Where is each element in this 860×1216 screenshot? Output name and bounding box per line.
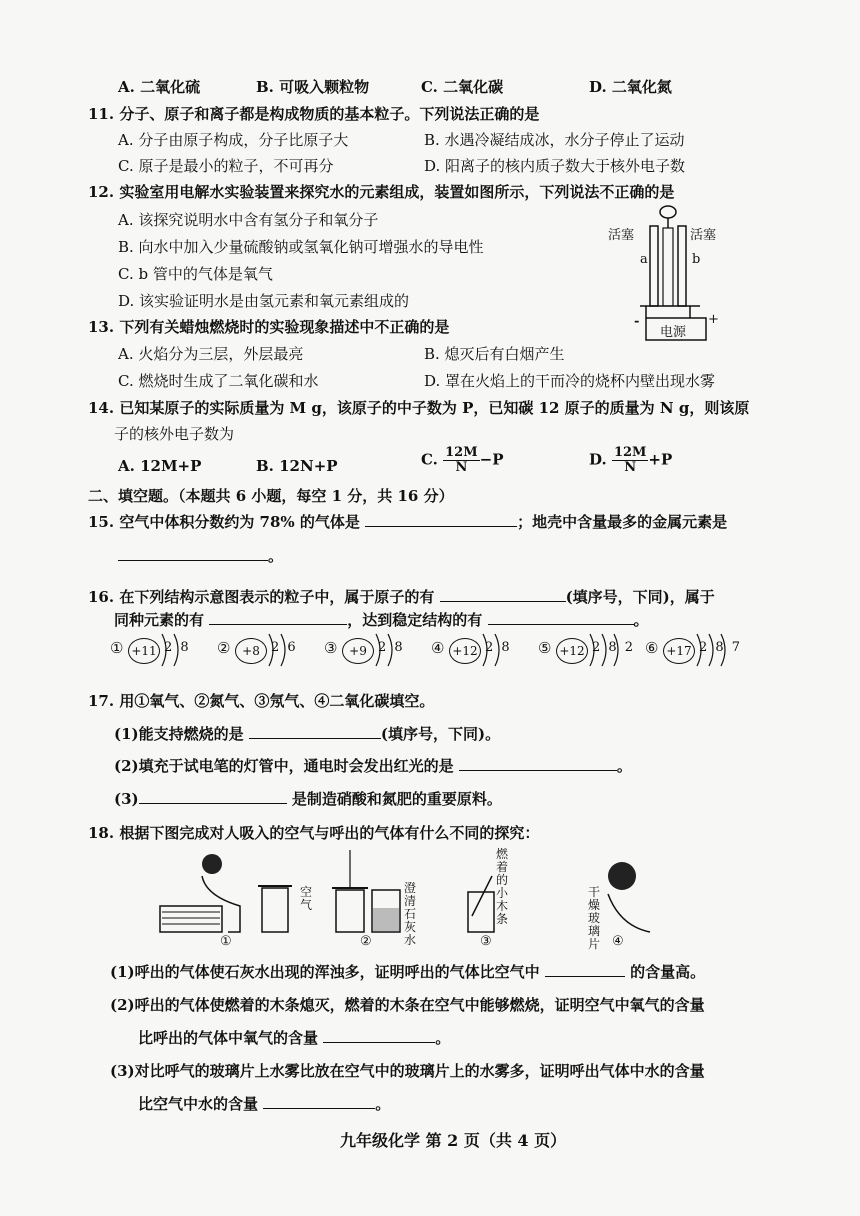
atom-structure-row xyxy=(110,630,750,674)
power-label: 电源 xyxy=(660,325,687,340)
q18-part1 xyxy=(110,961,705,982)
q12-option-c: C. b 管中的气体是氧气 xyxy=(118,265,273,283)
q15-line1 xyxy=(88,511,727,532)
q17-blank-3[interactable] xyxy=(139,789,287,804)
q18-blank-2[interactable] xyxy=(323,1028,435,1043)
q18-stem: 18. 根据下图完成对人吸入的空气与呼出的气体有什么不同的探究： xyxy=(88,824,540,842)
atom-diagram xyxy=(217,630,317,670)
q17-part1 xyxy=(114,723,500,744)
q16-line2 xyxy=(114,609,649,630)
q18-p1-tail: 的含量高。 xyxy=(630,963,706,981)
q11-option-c: C. 原子是最小的粒子，不可再分 xyxy=(118,157,334,175)
q13-option-a: A. 火焰分为三层，外层最亮 xyxy=(118,345,304,363)
electron-shell-counts: 2 8 xyxy=(164,640,191,655)
q18-part3-line1: (3)对比呼气的玻璃片上水雾比放在空气中的玻璃片上的水雾多，证明呼出气体中水的含量 xyxy=(110,1062,705,1080)
q10-option-b: B. 可吸入颗粒物 xyxy=(256,78,370,96)
q10-option-d: D. 二氧化氮 xyxy=(589,78,672,96)
atom-nucleus: +9 xyxy=(342,638,374,664)
atom-nucleus: +12 xyxy=(449,638,481,664)
q12-option-d: D. 该实验证明水是由氢元素和氧元素组成的 xyxy=(118,292,410,310)
atom-diagram xyxy=(431,630,531,670)
atom-number: ③ xyxy=(324,639,338,657)
q17-p3-tail: 是制造硝酸和氮肥的重要原料。 xyxy=(291,790,502,808)
plus-label: + xyxy=(708,312,719,327)
electron-shell-counts: 2 8 xyxy=(378,640,405,655)
electron-shell-counts: 2 8 7 xyxy=(699,640,743,655)
figure-4-number: ④ xyxy=(612,934,624,949)
figure-3-number: ③ xyxy=(480,934,492,949)
section-2-heading: 二、填空题。（本题共 6 小题，每空 1 分，共 16 分） xyxy=(88,487,454,505)
q14-option-a: A. 12M+P xyxy=(118,457,202,475)
q12-option-b: B. 向水中加入少量硫酸钠或氢氧化钠可增强水的导电性 xyxy=(118,238,484,256)
q16-part4: ，达到稳定结构的有 xyxy=(347,611,483,629)
q16-blank-3[interactable] xyxy=(488,610,634,625)
q17-blank-2[interactable] xyxy=(459,756,617,771)
burning-stick-label: 燃着的小木条 xyxy=(496,847,509,926)
electron-shell-counts: 2 6 xyxy=(271,640,298,655)
electron-shell-counts: 2 8 2 xyxy=(592,640,636,655)
tube-a-label: a xyxy=(640,252,648,267)
minus-label: - xyxy=(634,314,640,329)
atom-diagram xyxy=(645,630,745,670)
q12-stem: 12. 实验室用电解水实验装置来探究水的元素组成，装置如图所示，下列说法不正确的是 xyxy=(88,183,675,201)
q18-part2-line2 xyxy=(138,1027,450,1048)
figure-2-number: ② xyxy=(360,934,372,949)
q14-stem-line2: 子的核外电子数为 xyxy=(114,425,235,443)
q17-blank-1[interactable] xyxy=(249,724,381,739)
q18-part2-line1: (2)呼出的气体使燃着的木条熄灭，燃着的木条在空气中能够燃烧，证明空气中氧气的含量 xyxy=(110,996,705,1014)
q14-option-b: B. 12N+P xyxy=(256,457,338,475)
q17-part2 xyxy=(114,755,632,776)
q14-stem-line1: 14. 已知某原子的实际质量为 M g，该原子的中子数为 P，已知碳 12 原子的质量为 N g，则该原 xyxy=(88,399,750,417)
q18-p3-tail: 。 xyxy=(375,1095,391,1113)
q13-stem: 13. 下列有关蜡烛燃烧时的实验现象描述中不正确的是 xyxy=(88,318,450,336)
q14-c-denominator: N xyxy=(455,460,468,475)
q14-option-c xyxy=(421,446,503,475)
atom-diagram xyxy=(110,630,210,670)
q13-option-c: C. 燃烧时生成了二氧化碳和水 xyxy=(118,372,319,390)
q16-blank-2[interactable] xyxy=(209,610,347,625)
q18-p2-text: 比呼出的气体中氧气的含量 xyxy=(138,1029,319,1047)
q14-c-prefix: C. xyxy=(421,450,438,469)
atom-number: ⑥ xyxy=(645,639,659,657)
limewater-label: 澄清石灰水 xyxy=(404,881,417,947)
q11-option-b: B. 水遇冷凝结成冰，水分子停止了运动 xyxy=(424,131,685,149)
breath-experiment-figure xyxy=(150,846,670,950)
q14-c-fraction xyxy=(443,446,479,475)
q14-d-prefix: D. xyxy=(589,450,607,469)
q16-line1 xyxy=(88,586,715,607)
q15-blank-1[interactable] xyxy=(365,512,517,527)
q15-part2: ；地壳中含量最多的金属元素是 xyxy=(517,513,728,531)
q10-option-a: A. 二氧化硫 xyxy=(118,78,201,96)
q11-option-d: D. 阳离子的核内质子数大于核外电子数 xyxy=(424,157,686,175)
atom-number: ⑤ xyxy=(538,639,552,657)
electron-shell-counts: 2 8 xyxy=(485,640,512,655)
q10-option-c: C. 二氧化碳 xyxy=(421,78,504,96)
q11-option-a: A. 分子由原子构成，分子比原子大 xyxy=(118,131,349,149)
q17-p2-text: (2)填充于试电笔的灯管中，通电时会发出红光的是 xyxy=(114,757,454,775)
atom-nucleus: +17 xyxy=(663,638,695,664)
q18-p3-text: 比空气中水的含量 xyxy=(138,1095,259,1113)
q18-p2-tail: 。 xyxy=(435,1029,451,1047)
q16-end: 。 xyxy=(633,611,649,629)
q13-option-d: D. 罩在火焰上的干而冷的烧杯内壁出现水雾 xyxy=(424,372,716,390)
atom-number: ④ xyxy=(431,639,445,657)
q17-part3 xyxy=(114,788,502,809)
electrolysis-figure xyxy=(610,202,730,344)
valve-left-label: 活塞 xyxy=(608,228,635,243)
q15-part1: 15. 空气中体积分数约为 78% 的气体是 xyxy=(88,513,360,531)
atom-diagram xyxy=(538,630,638,670)
valve-right-label: 活塞 xyxy=(690,228,717,243)
atom-nucleus: +11 xyxy=(128,638,160,664)
q16-part3: 同种元素的有 xyxy=(114,611,205,629)
q14-d-numerator: 12M xyxy=(613,445,647,460)
q16-part2: (填序号，下同)，属于 xyxy=(565,588,715,606)
atom-nucleus: +8 xyxy=(235,638,267,664)
q18-p1-text: (1)呼出的气体使石灰水出现的浑浊多，证明呼出的气体比空气中 xyxy=(110,963,540,981)
q16-blank-1[interactable] xyxy=(440,587,566,602)
q17-stem: 17. 用①氧气、②氮气、③氖气、④二氧化碳填空。 xyxy=(88,692,435,710)
atom-nucleus: +12 xyxy=(556,638,588,664)
q14-c-suffix: −P xyxy=(479,450,504,469)
q14-option-d xyxy=(589,446,672,475)
q18-blank-1[interactable] xyxy=(545,962,625,977)
q18-blank-3[interactable] xyxy=(263,1094,375,1109)
page-footer: 九年级化学 第 2 页（共 4 页） xyxy=(340,1131,567,1150)
q14-c-numerator: 12M xyxy=(445,445,478,460)
q11-stem: 11. 分子、原子和离子都是构成物质的基本粒子。下列说法正确的是 xyxy=(88,105,540,123)
q15-end: 。 xyxy=(268,547,284,565)
q14-d-fraction xyxy=(612,446,648,475)
q15-line2 xyxy=(118,545,283,566)
atom-diagram xyxy=(324,630,424,670)
tube-b-label: b xyxy=(692,252,701,267)
q17-p2-tail: 。 xyxy=(616,757,632,775)
q13-option-b: B. 熄灭后有白烟产生 xyxy=(424,345,565,363)
q17-p1-tail: (填序号，下同)。 xyxy=(380,725,501,743)
q14-d-suffix: +P xyxy=(648,450,673,469)
q18-part3-line2 xyxy=(138,1093,390,1114)
q17-p1-text: (1)能支持燃烧的是 xyxy=(114,725,244,743)
q16-part1: 16. 在下列结构示意图表示的粒子中，属于原子的有 xyxy=(88,588,435,606)
dry-glass-label: 干燥玻璃片 xyxy=(588,885,601,951)
air-label: 空气 xyxy=(300,885,313,912)
figure-1-number: ① xyxy=(220,934,232,949)
q14-d-denominator: N xyxy=(624,460,637,475)
atom-number: ② xyxy=(217,639,231,657)
atom-number: ① xyxy=(110,639,124,657)
q12-option-a: A. 该探究说明水中含有氢分子和氧分子 xyxy=(118,211,379,229)
q17-p3-text: (3) xyxy=(114,790,139,808)
q15-blank-2[interactable] xyxy=(118,546,268,561)
